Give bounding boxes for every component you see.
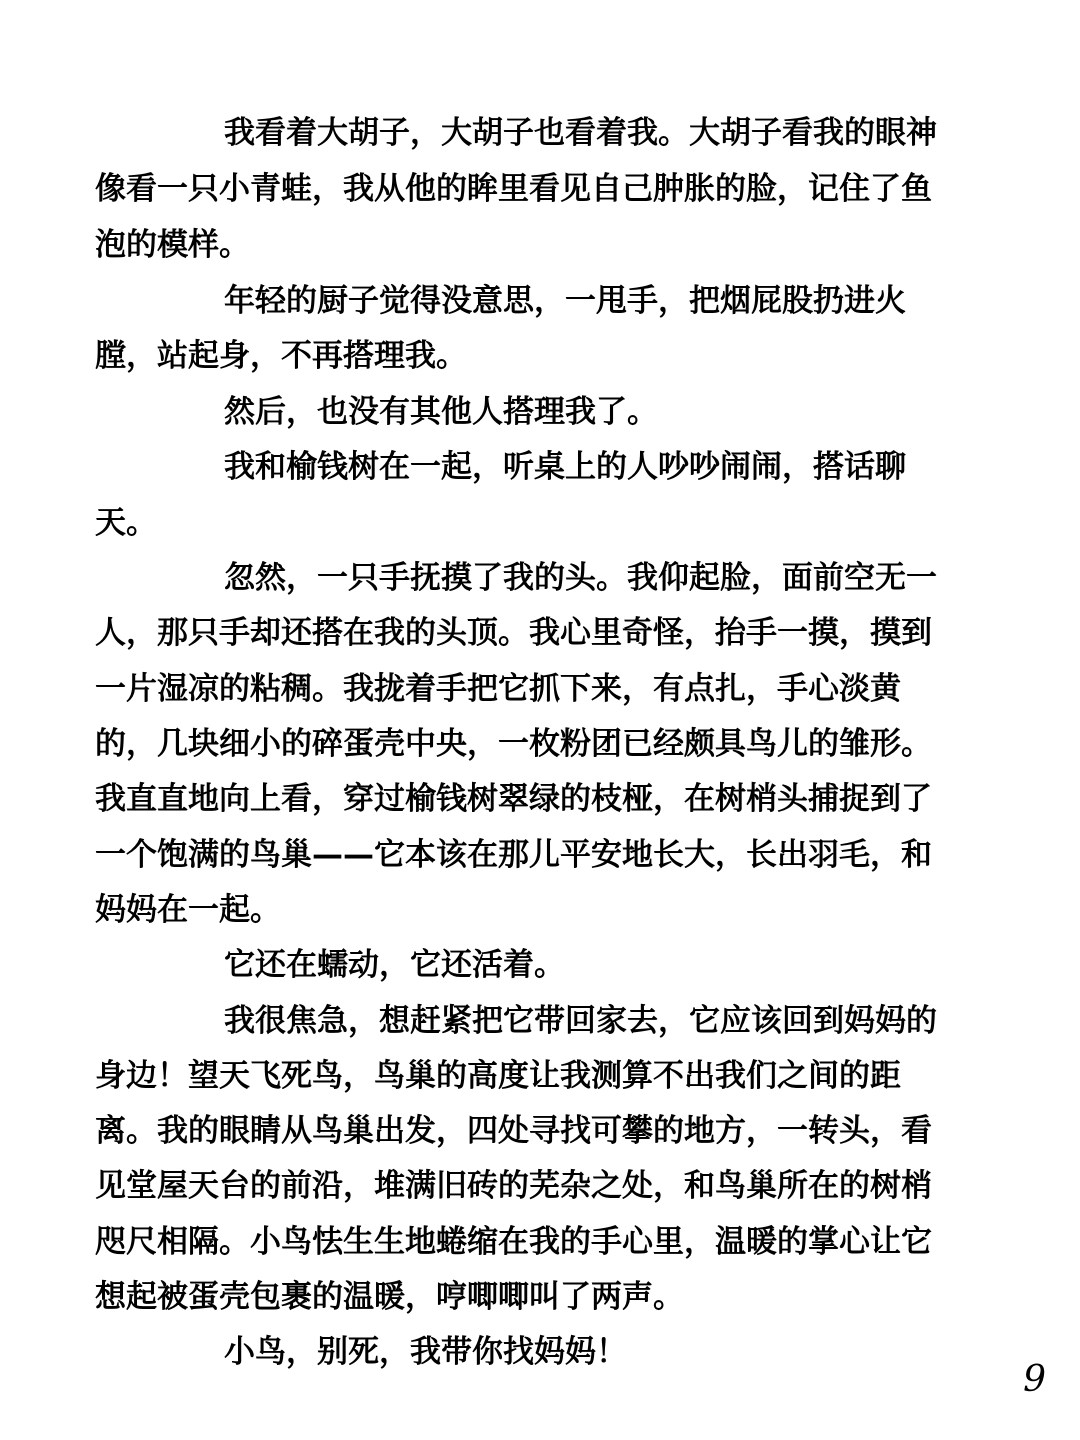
text-line: 然后，也没有其他人搭理我了。 (224, 394, 658, 430)
text-line: 身边！望天飞死鸟，鸟巢的高度让我测算不出我们之间的距 (95, 1058, 901, 1094)
text-line: 离。我的眼睛从鸟巢出发，四处寻找可攀的地方，一转头，看 (95, 1113, 932, 1149)
text-line: 一片湿凉的粘稠。我拢着手把它抓下来，有点扎，手心淡黄 (95, 671, 901, 707)
text-line: 咫尺相隔。小鸟怯生生地蜷缩在我的手心里，温暖的掌心让它 (95, 1224, 932, 1260)
text-line: 见堂屋天台的前沿，堆满旧砖的芜杂之处，和鸟巢所在的树梢 (95, 1168, 932, 1204)
text-line: 小鸟，别死，我带你找妈妈！ (224, 1334, 627, 1370)
text-line: 妈妈在一起。 (95, 892, 281, 928)
text-line: 像看一只小青蛙，我从他的眸里看见自己肿胀的脸，记住了鱼 (95, 171, 932, 207)
text-line: 它还在蠕动，它还活着。 (224, 947, 565, 983)
text-line: 我和榆钱树在一起，听桌上的人吵吵闹闹，搭话聊 (224, 449, 906, 485)
page-number: 9 (1023, 1359, 1046, 1400)
text-line: 忽然，一只手抚摸了我的头。我仰起脸，面前空无一 (224, 560, 937, 596)
text-line: 泡的模样。 (95, 227, 250, 263)
text-line: 想起被蛋壳包裹的温暖，哼唧唧叫了两声。 (95, 1279, 684, 1315)
text-line: 膛，站起身，不再搭理我。 (95, 338, 467, 374)
text-line: 一个饱满的鸟巢——它本该在那儿平安地长大，长出羽毛，和 (95, 837, 932, 873)
text-line: 的，几块细小的碎蛋壳中央，一枚粉团已经颇具鸟儿的雏形。 (95, 726, 932, 762)
text-line: 我看着大胡子，大胡子也看着我。大胡子看我的眼神 (224, 115, 937, 151)
text-line: 年轻的厨子觉得没意思，一甩手，把烟屁股扔进火 (224, 283, 906, 319)
text-line: 我很焦急，想赶紧把它带回家去，它应该回到妈妈的 (224, 1003, 937, 1039)
text-line: 人，那只手却还搭在我的头顶。我心里奇怪，抬手一摸，摸到 (95, 615, 932, 651)
text-line: 我直直地向上看，穿过榆钱树翠绿的枝桠，在树梢头捕捉到了 (95, 781, 932, 817)
text-line: 天。 (95, 505, 157, 541)
